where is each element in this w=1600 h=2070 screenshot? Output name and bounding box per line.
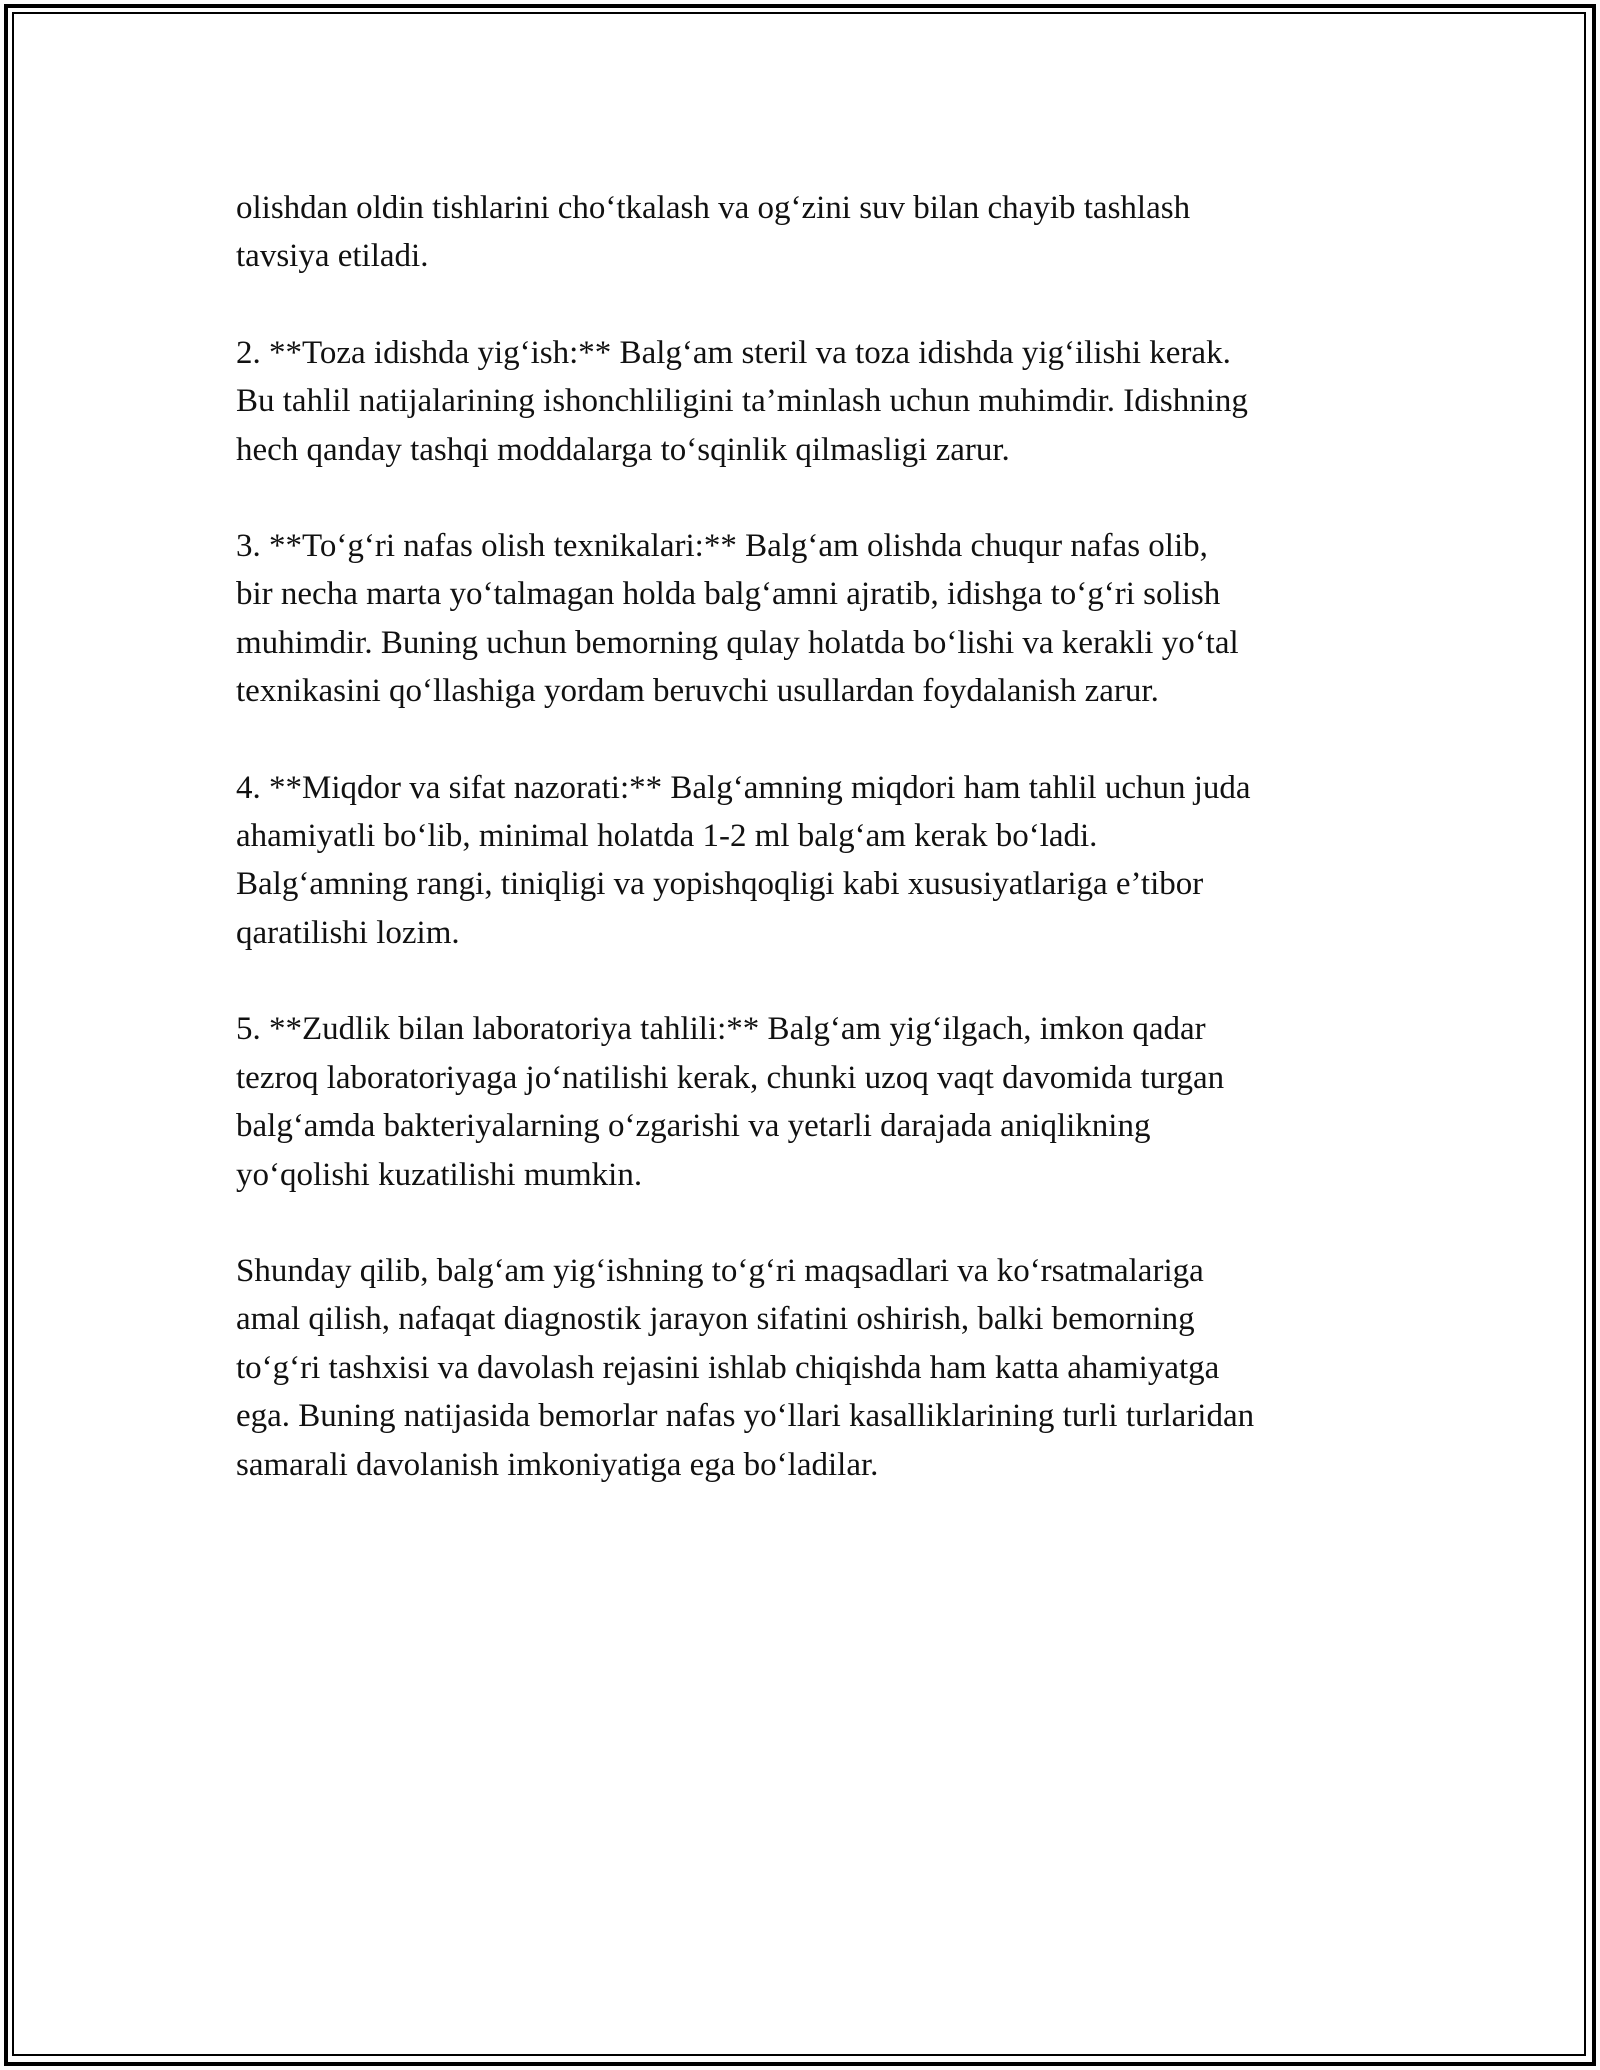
text-line: bir necha marta yo‘talmagan holda balg‘amni ajratib, idishga to‘g‘ri solish <box>236 576 1221 613</box>
text-line: olishdan oldin tishlarini cho‘tkalash va og‘zini suv bilan chayib tashlash <box>236 190 1191 226</box>
text-line: ega. Buning natijasida bemorlar nafas yo‘llari kasalliklarining turli turlaridan <box>236 1398 1255 1435</box>
text-line: 2. **Toza idishda yig‘ish:** Balg‘am steril va toza idishda yig‘ilishi kerak. <box>236 334 1231 371</box>
text-line: Balg‘amning rangi, tiniqligi va yopishqoqligi kabi xususiyatlariga e’tibor <box>236 866 1204 903</box>
text-line: tezroq laboratoriyaga jo‘natilishi kerak, chunki uzoq vaqt davomida turgan <box>236 1059 1225 1096</box>
text-line: 3. **To‘g‘ri nafas olish texnikalari:** Balg‘am olishda chuqur nafas olib, <box>236 528 1208 565</box>
text-line: amal qilish, nafaqat diagnostik jarayon sifatini oshirish, balki bemorning <box>236 1301 1195 1338</box>
text-line: samarali davolanish imkoniyatiga ega bo‘ladilar. <box>236 1446 879 1483</box>
text-line: Shunday qilib, balg‘am yig‘ishning to‘g‘ri maqsadlari va ko‘rsatmalariga <box>236 1252 1204 1289</box>
paragraph-item-2 <box>236 329 1396 474</box>
text-line: qaratilishi lozim. <box>236 914 460 951</box>
text-line: muhimdir. Buning uchun bemorning qulay holatda bo‘lishi va kerakli yo‘tal <box>236 624 1239 661</box>
text-line: texnikasini qo‘llashiga yordam beruvchi usullardan foydalanish zarur. <box>236 673 1159 710</box>
text-line: yo‘qolishi kuzatilishi mumkin. <box>236 1156 643 1193</box>
paragraph-item-5 <box>236 1005 1396 1199</box>
document-body <box>236 184 1396 1537</box>
paragraph-conclusion <box>236 1247 1396 1489</box>
text-line: 5. **Zudlik bilan laboratoriya tahlili:** Balg‘am yig‘ilgach, imkon qadar <box>236 1011 1206 1048</box>
text-line: 4. **Miqdor va sifat nazorati:** Balg‘amning miqdori ham tahlil uchun juda <box>236 769 1251 806</box>
paragraph-item-3 <box>236 522 1396 716</box>
paragraph-item-4 <box>236 764 1396 958</box>
paragraph-intro-continuation <box>236 184 1396 281</box>
text-line: Bu tahlil natijalarining ishonchliligini ta’minlash uchun muhimdir. Idishning <box>236 383 1248 420</box>
text-line: hech qanday tashqi moddalarga to‘sqinlik qilmasligi zarur. <box>236 431 1010 468</box>
text-line: to‘g‘ri tashxisi va davolash rejasini ishlab chiqishda ham katta ahamiyatga <box>236 1349 1220 1386</box>
text-line: tavsiya etiladi. <box>236 238 429 275</box>
text-line: ahamiyatli bo‘lib, minimal holatda 1-2 ml balg‘am kerak bo‘ladi. <box>236 818 1098 855</box>
text-line: balg‘amda bakteriyalarning o‘zgarishi va yetarli darajada aniqlikning <box>236 1108 1151 1145</box>
